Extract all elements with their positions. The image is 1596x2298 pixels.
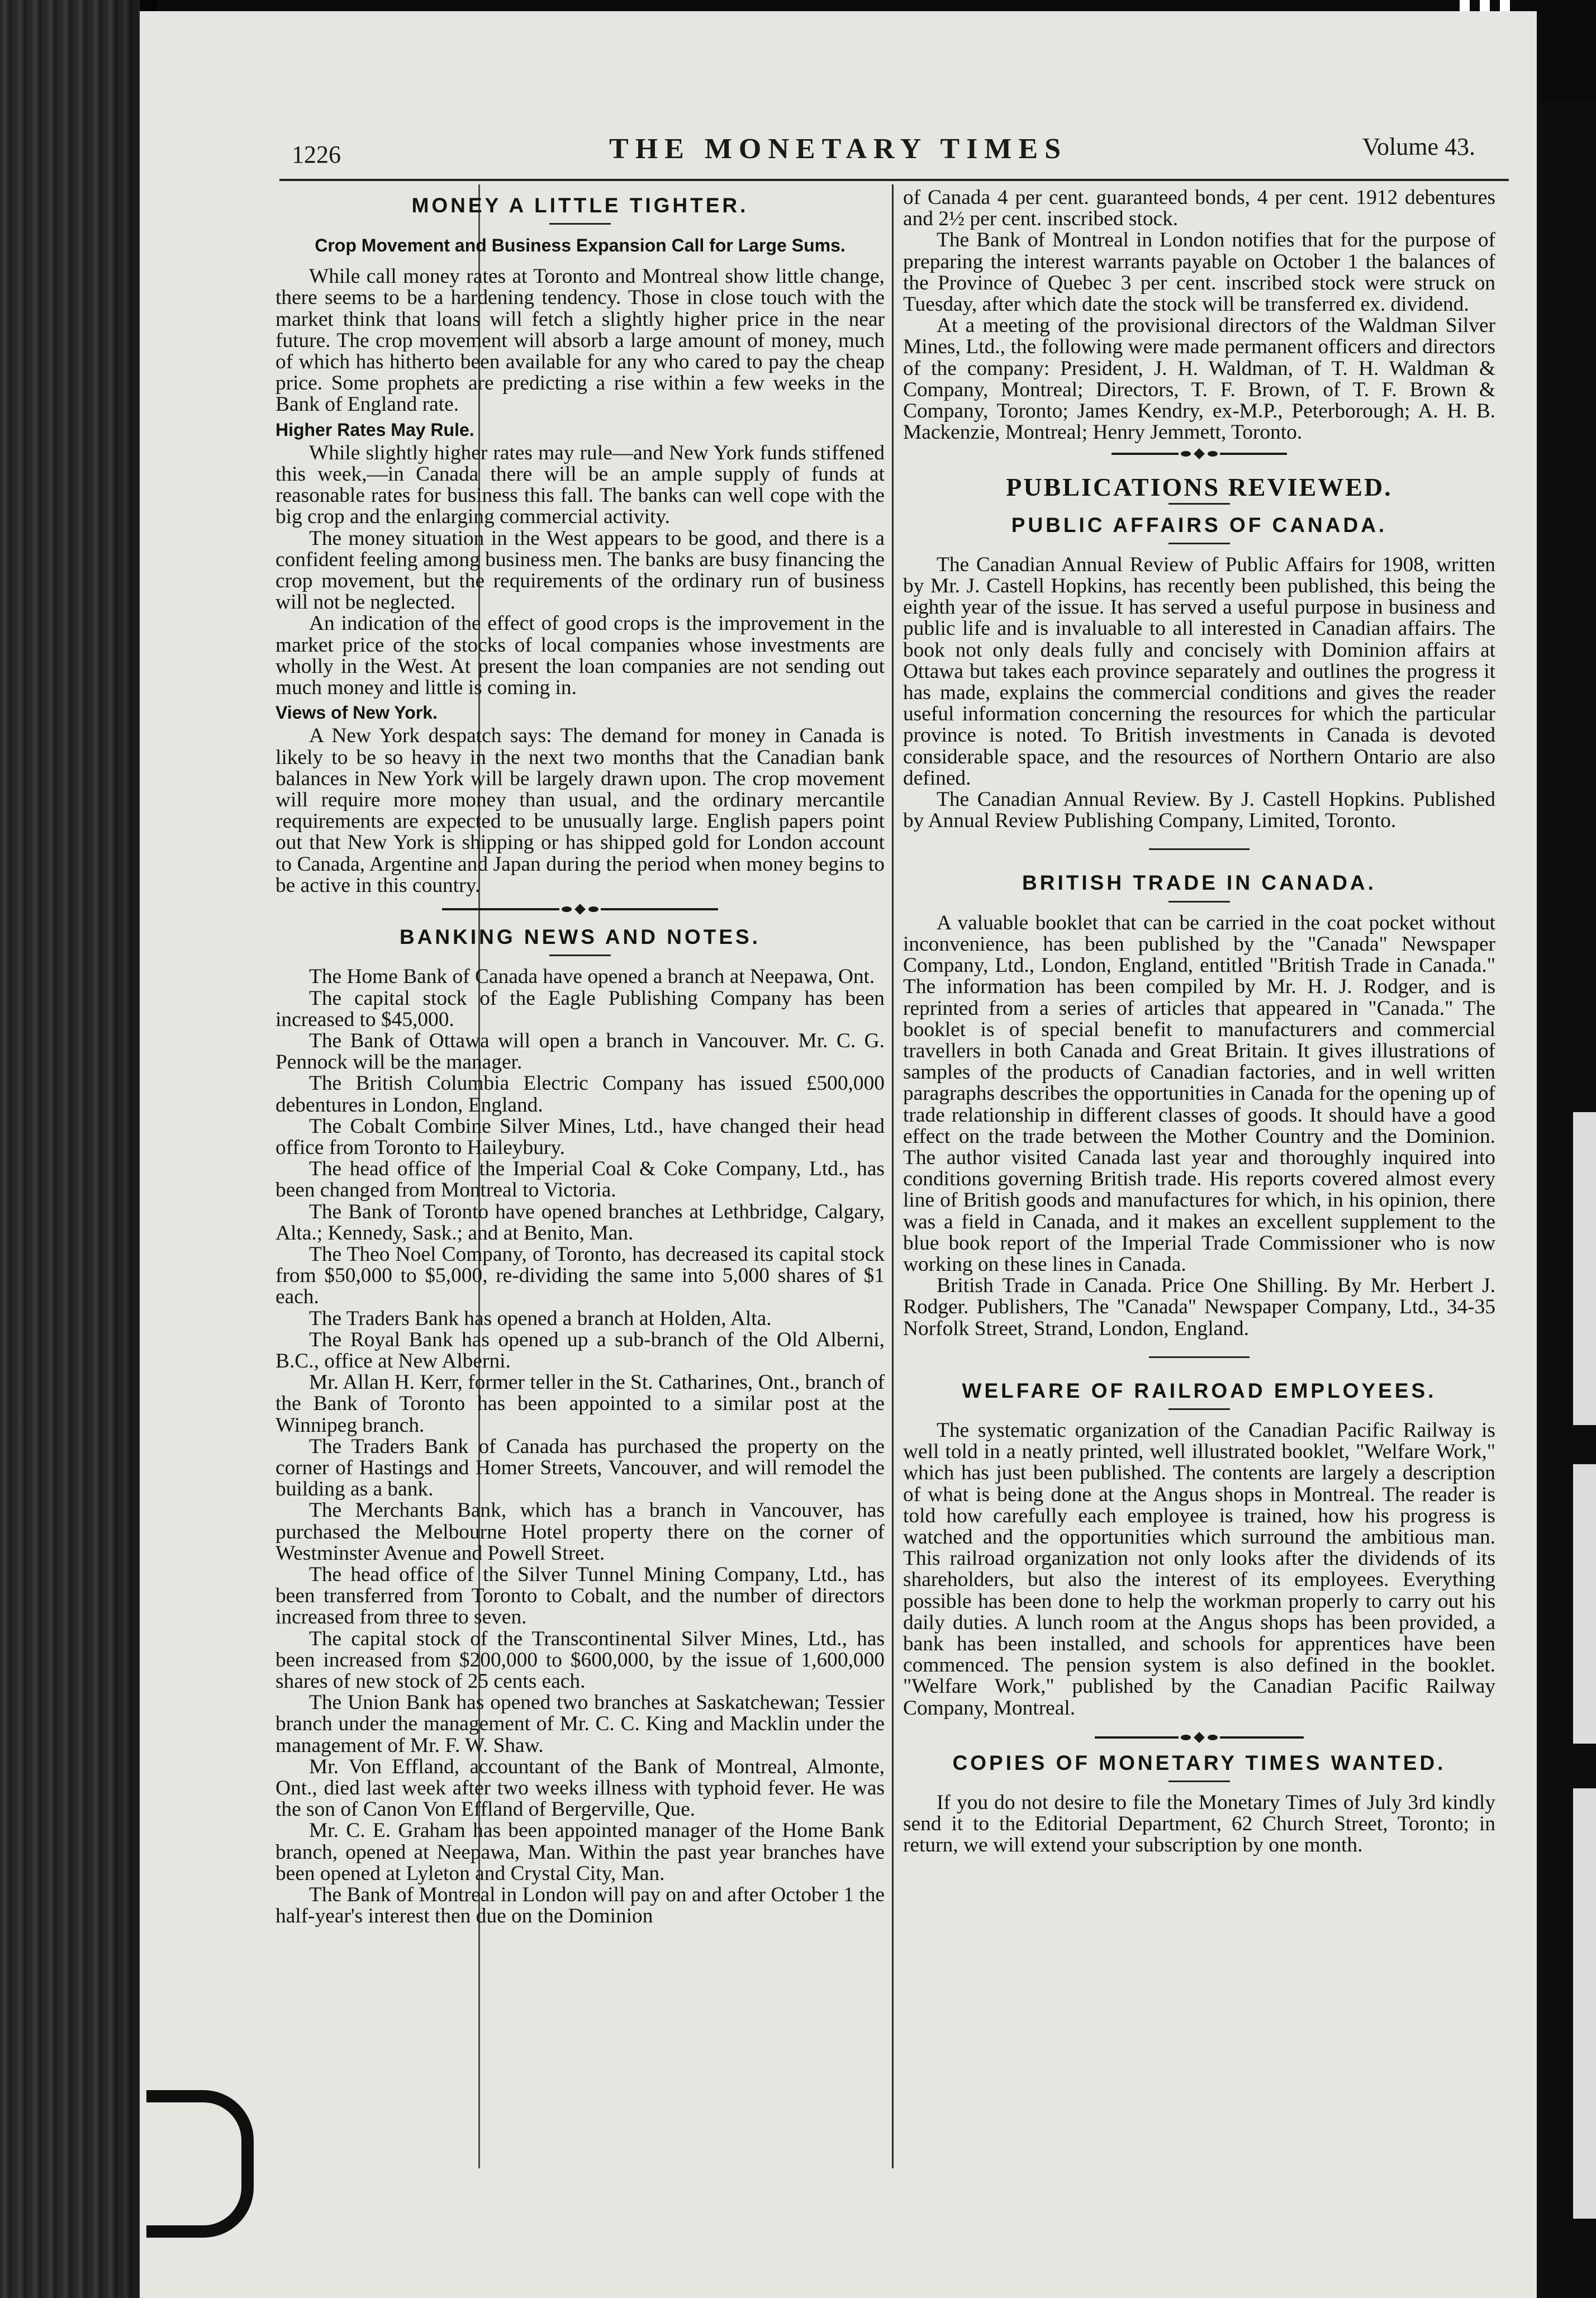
article-subtitle: Crop Movement and Business Expansion Call for Large Sums. [315,235,846,256]
paragraph: The money situation in the West appears to be good, and there is a confident feeling among business men. The banks are busy financing the crop movement, but the requirements of the ordinary run of business will not be neglected. [276,526,885,614]
section-rule [1149,1356,1250,1358]
title-rule [1168,901,1230,903]
paragraph: British Trade in Canada. Price One Shilling. By Mr. Herbert J. Rodger. Publishers, The "Canada" Newspaper Company, Ltd., 34-35 Norfolk Street, Strand, London, England. [903,1274,1495,1340]
paragraph: While slightly higher rates may rule—and New York funds stiffened this week,—in Canada there will be an ample supply of funds at reasonable rates for business this fall. The banks can well cope with the big crop and the enlarging commercial activity. [276,441,885,529]
news-item: The capital stock of the Eagle Publishing Company has been increased to $45,000. [276,986,885,1031]
news-item: Mr. C. E. Graham has been appointed manager of the Home Bank branch, opened at Neepawa, Man. Within the past year branches have been opened at Lyleton and Crystal City, Man. [276,1819,885,1885]
title-rule [1168,503,1230,505]
news-item: The British Columbia Electric Company has issued £500,000 debentures in London, England. [276,1072,885,1117]
title-rule [1168,1408,1230,1410]
header-rule [279,179,1509,181]
news-item: The Traders Bank has opened a branch at Holden, Alta. [309,1307,772,1330]
title-rule [549,955,611,956]
paragraph: A New York despatch says: The demand for money in Canada is likely to be so heavy in the next two months that the Canadian bank balances in New York will be largely drawn upon. The crop movement will require more money than usual, and the ordinary mercantile requirements are expected to be unusually large. English papers point out that New York is shipping or has shipped gold for London account to Canada, Argentine and Japan during the period when money begins to be active in this country. [276,724,885,897]
paragraph: While call money rates at Toronto and Montreal show little change, there seems to be a hardening tendency. Those in close touch with the market think that loans will fetch a slightly higher price in the near future. The crop movement will absorb a large amount of money, much of which has hitherto been available for any who cared to pay the cheap price. Some prophets are predicting a rise within a few weeks in the Bank of England rate. [276,265,885,416]
title-rule [1168,1781,1230,1782]
article-title: WELFARE OF RAILROAD EMPLOYEES. [962,1379,1437,1402]
ornament-divider [903,1734,1495,1741]
title-rule [1168,543,1230,544]
page-number: 1226 [292,141,341,168]
news-item: The head office of the Imperial Coal & Coke Company, Ltd., has been changed from Montreal to Victoria. [276,1157,885,1202]
news-item: The Royal Bank has opened up a sub-branch of the Old Alberni, B.C., office at New Alberni. [276,1328,885,1373]
news-item: The Cobalt Combine Silver Mines, Ltd., have changed their head office from Toronto to Haileybury. [276,1114,885,1159]
news-item: The Union Bank has opened two branches at Saskatchewan; Tessier branch under the management of Mr. C. C. King and Macklin under the management of Mr. F. W. Shaw. [276,1691,885,1757]
news-item: Mr. Von Effland, accountant of the Bank of Montreal, Almonte, Ont., died last week after two weeks illness with typhoid fever. He was the son of Canon Von Effland of Bergerville, Que. [276,1755,885,1821]
article-title: COPIES OF MONETARY TIMES WANTED. [952,1751,1446,1774]
news-item: The head office of the Silver Tunnel Mining Company, Ltd., has been transferred from Toronto to Cobalt, and the number of directors increased from three to seven. [276,1563,885,1629]
news-item: The Bank of Montreal in London will pay on and after October 1 the half-year's interest then due on the Dominion [276,1883,885,1928]
adjacent-page-strip [1573,1464,1596,1744]
article-title: MONEY A LITTLE TIGHTER. [411,194,749,217]
title-rule [549,223,611,225]
paragraph: The Canadian Annual Review. By J. Castell Hopkins. Published by Annual Review Publishing Company, Limited, Toronto. [903,788,1495,833]
article-title: PUBLIC AFFAIRS OF CANADA. [1011,513,1388,536]
news-item: The Home Bank of Canada have opened a branch at Neepawa, Ont. [309,965,875,989]
paragraph: At a meeting of the provisional directors of the Waldman Silver Mines, Ltd., the following were made permanent officers and directors of the company: President, J. H. Waldman, of T. H. Waldman & Company, Montreal; Directors, T. F. Brown, of T. F. Brown & Company, Toronto; James Kendry, ex-M.P., Peterborough; A. H. B. Mackenzie, Montreal; Henry Jemmett, Toronto. [903,314,1495,444]
right-column [903,187,1495,1857]
news-item: The Bank of Ottawa will open a branch in Vancouver. Mr. C. G. Pennock will be the manager. [276,1029,885,1074]
ornament-divider [276,905,885,913]
adjacent-page-strip [1573,1788,1596,2219]
news-item: The Traders Bank of Canada has purchased the property on the corner of Hastings and Homer Streets, Vancouver, and will remodel the building as a bank. [276,1435,885,1501]
article-title: BRITISH TRADE IN CANADA. [1022,871,1376,895]
section-heading: PUBLICATIONS REVIEWED. [1006,473,1393,502]
news-item: The Bank of Toronto have opened branches at Lethbridge, Calgary, Alta.; Kennedy, Sask.; and at Benito, Man. [276,1200,885,1245]
left-column [276,187,885,1927]
publication-title: THE MONETARY TIMES [609,133,1067,165]
volume-label: Volume 43. [1362,133,1475,160]
paragraph: A valuable booklet that can be carried in the coat pocket without inconvenience, has been published by the "Canada" Newspaper Company, Ltd., London, England, entitled "British Trade in Canada." The information has been compiled by Mr. H. J. Rodger, and is reprinted from a series of articles that appeared in "Canada." The booklet is of special benefit to manufacturers and commercial travellers in both Canada and Great Britain. It gives illustrations of samples of the products of Canadian factories, and in well written paragraphs describes the opportunities in Canada for the opening up of trade relationship in different classes of goods. It should have a good effect on the trade between the Mother Country and the Dominion. The author visited Canada last year and thoroughly inquired into conditions governing British trade. His reports covered almost every line of British goods and manufactures for which, in his opinion, there was a field in Canada, and it makes an excellent supplement to the blue book report of the Imperial Trade Commissioner who is now working on these lines in Canada. [903,911,1495,1276]
side-heading: Views of New York. [276,702,438,723]
section-rule [1149,848,1250,850]
column-divider [892,184,894,2168]
paragraph: If you do not desire to file the Monetary Times of July 3rd kindly send it to the Editorial Department, 62 Church Street, Toronto; in return, we will extend your subscription by one month. [903,1791,1495,1857]
ornament-divider [903,450,1495,458]
side-heading: Higher Rates May Rule. [276,419,474,440]
paragraph: The Bank of Montreal in London notifies that for the purpose of preparing the interest warrants payable on October 1 the balances of the Province of Quebec 3 per cent. inscribed stock were struck on Tuesday, after which date the stock will be transferred ex. dividend. [903,229,1495,316]
adjacent-page-strip [1573,1112,1596,1425]
thumb-clip-shadow [146,2090,254,2238]
news-item: The capital stock of the Transcontinental Silver Mines, Ltd., has been increased from $200,000 to $600,000, by the issue of 1,600,000 shares of new stock of 25 cents each. [276,1627,885,1693]
paragraph: The Canadian Annual Review of Public Affairs for 1908, written by Mr. J. Castell Hopkins, has recently been published, this being the eighth year of the issue. It has served a useful purpose in business and public life and is invaluable to all interested in Canadian affairs. The book not only deals fully and concisely with Dominion affairs at Ottawa but takes each province separately and outlines the progress it has made, explains the commercial conditions and gives the reader useful information concerning the resources for which the particular province is noted. To British investments in Canada is devoted considerable space, and the resources of Northern Ontario are also defined. [903,553,1495,790]
paragraph: An indication of the effect of good crops is the improvement in the market price of the stocks of local companies whose investments are wholly in the West. At present the loan companies are not sending out much money and little is coming in. [276,612,885,700]
news-item: The Theo Noel Company, of Toronto, has decreased its capital stock from $50,000 to $5,000, re-dividing the same into 5,000 shares of $1 each. [276,1242,885,1309]
article-title: BANKING NEWS AND NOTES. [399,925,761,949]
paragraph: The systematic organization of the Canadian Pacific Railway is well told in a neatly printed, well illustrated booklet, "Welfare Work," which has just been published. The contents are largely a description of what is being done at the Angus shops in Montreal. The reader is told how carefully each employee is trained, how his progress is watched and the opportunities which surround the ambitious man. This railroad organization not only looks after the dividends of its shareholders, but also the interest of its employees. Everything possible has been done to help the workman properly to carry out his daily duties. A lunch room at the Angus shops has been provided, a bank has been installed, and schools for apprentices have been commenced. The pension system is also defined in the booklet. "Welfare Work," published by the Canadian Pacific Railway Company, Montreal. [903,1418,1495,1720]
news-item: The Merchants Bank, which has a branch in Vancouver, has purchased the Melbourne Hotel property there on the corner of Westminster Avenue and Powell Street. [276,1499,885,1565]
page-header [140,126,1537,176]
continued-paragraph: of Canada 4 per cent. guaranteed bonds, 4 per cent. 1912 debentures and 2½ per cent. inscribed stock. [903,186,1495,231]
news-item: Mr. Allan H. Kerr, former teller in the St. Catharines, Ont., branch of the Bank of Toronto has been appointed to a similar post at the Winnipeg branch. [276,1371,885,1437]
